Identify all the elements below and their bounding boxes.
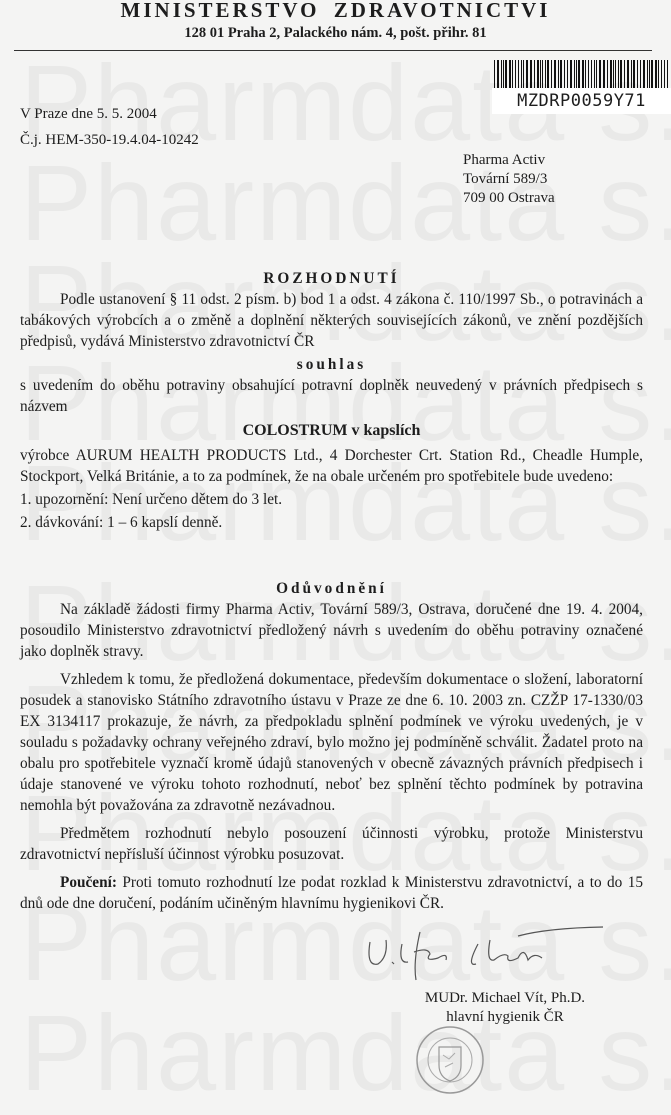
barcode-bar [591, 60, 592, 88]
barcode-bar [637, 60, 638, 88]
barcode-bar [599, 60, 601, 88]
barcode-bar [558, 60, 559, 88]
barcode-bar [545, 60, 546, 88]
barcode-bar [664, 60, 665, 88]
letter-date: V Praze dne 5. 5. 2004 [20, 106, 157, 122]
justification-paragraph: Na základě žádosti firmy Pharma Activ, Tovární 589/3, Ostrava, doručené dne 19. 4. 2004, posoudilo Ministerstvo zdravotnictví předložený návrh s uvedením do oběhu potraviny označené jako doplněk stravy. [20, 601, 643, 660]
barcode-bar [627, 60, 629, 88]
barcode-bar [542, 60, 543, 88]
justification-paragraph: Předmětem rozhodnutí nebylo posouzení účinnosti výrobku, protože Ministerstvu zdravotnictví nepřísluší účinnost výrobku posuzovat. [20, 825, 643, 863]
barcode-bar [649, 60, 650, 88]
barcode-bar [564, 60, 565, 88]
justification-heading: Odůvodnění [276, 580, 387, 597]
justification-paragraph: Vzhledem k tomu, že předložená dokumentace, především dokumentace o složení, laboratorní posudek a stanovisko Státního zdravotního ústavu v Praze ze dne 6. 10. 2003 zn. CZŽP 17-1330/03 EX 3134117 prokazuje, že návrh, za předpokladu splnění podmínek ve výroku uvedených, je v souladu s požadavky ochrany veřejného zdraví, bylo možno jej podmíněně schválit. Žadatel proto na obalu pro spotřebitele vyznačí kromě údajů stanovených v obecně závazných právních předpisech i údaje stanovené ve výroku tohoto rozhodnutí, neboť bez splnění těchto podmínek by potravina nemohla být považována za zdravotně nezávadnou. [20, 671, 643, 814]
barcode-bar [640, 60, 641, 88]
barcode-bar [534, 60, 535, 88]
product-name: COLOSTRUM v kapslích [242, 422, 421, 439]
barcode-bar [576, 60, 577, 88]
barcode-bar [526, 60, 528, 88]
barcode-bar [643, 60, 645, 88]
barcode-bar [610, 60, 612, 88]
barcode-bar [615, 60, 616, 88]
letterhead-divider [14, 50, 652, 51]
barcode-bar [620, 60, 622, 88]
consent-heading: souhlas [296, 356, 367, 373]
recipient-address [463, 151, 555, 208]
barcode-bar [585, 60, 586, 88]
decision-heading: ROZHODNUTÍ [263, 270, 400, 287]
barcode-bar [578, 60, 580, 88]
barcode-bar [554, 60, 556, 88]
recipient-street: Tovární 589/3 [463, 171, 548, 187]
barcode-bar [658, 60, 659, 88]
signatory-title: hlavní hygienik ČR [446, 1009, 564, 1025]
instruction-text: Proti tomuto rozhodnutí lze podat rozklad k Ministerstvu zdravotnictví, a to do 15 dnů ode dne doručení, podáním učiněným hlavnímu hygienikovi ČR. [20, 874, 643, 912]
condition-item: 1. upozornění: Není určeno dětem do 3 let. [20, 491, 283, 508]
barcode-bar [651, 60, 653, 88]
barcode-bar [518, 60, 519, 88]
barcode-bar [505, 60, 507, 88]
barcode-bar [515, 60, 516, 88]
barcode-bar [537, 60, 539, 88]
barcode-bar [613, 60, 614, 88]
decision-intro: Podle ustanovení § 11 odst. 2 písm. b) bod 1 a odst. 4 zákona č. 110/1997 Sb., o potravinách a tabákových výrobcích a o změně a doplnění některých souvisejících zákonů, ve znění pozdějších předpisů, vydává Ministerstvo zdravotnictví ČR [20, 291, 643, 350]
barcode-bar [618, 60, 619, 88]
letterhead-title: MINISTERSTVO ZDRAVOTNICTVI [120, 0, 551, 22]
barcode-number: MZDRP0059Y71 [492, 88, 671, 114]
signatory-name: MUDr. Michael Vít, Ph.D. [424, 990, 586, 1006]
barcode-bar [667, 60, 668, 88]
instruction-label: Poučení: [60, 874, 117, 891]
barcode-bar [596, 60, 597, 88]
barcode-bar [523, 60, 524, 88]
barcode-bar [501, 60, 502, 88]
consent-text: s uvedením do oběhu potraviny obsahující potravní doplněk neuvedený v právních předpisech s názvem [20, 377, 643, 415]
barcode-bar [560, 60, 562, 88]
manufacturer-text: výrobce AURUM HEALTH PRODUCTS Ltd., 4 Dorchester Crt. Station Rd., Cheadle Humple, Stockport, Velká Británie, a to za podmínek, že na obale určeném pro spotřebitele bude uvedeno: [20, 447, 643, 485]
barcode-bar [607, 60, 608, 88]
handwritten-signature [358, 922, 608, 982]
barcode-bar [540, 60, 541, 88]
barcode-bar [551, 60, 552, 88]
decision-section [20, 268, 643, 533]
barcode-bar [647, 60, 648, 88]
reference-number: Č.j. HEM-350-19.4.04-10242 [20, 132, 199, 148]
barcode-icon [492, 60, 671, 88]
barcode-bar [497, 60, 499, 88]
barcode-bar [503, 60, 504, 88]
barcode-bar [582, 60, 584, 88]
official-stamp-icon [415, 1025, 485, 1095]
recipient-name: Pharma Activ [463, 152, 546, 168]
barcode-bar [603, 60, 605, 88]
barcode-bar [624, 60, 625, 88]
barcode-bar [547, 60, 549, 88]
barcode-bar [633, 60, 635, 88]
barcode-bar [661, 60, 662, 88]
barcode-bar [655, 60, 657, 88]
recipient-city: 709 00 Ostrava [463, 190, 555, 206]
justification-section [20, 578, 643, 914]
barcode-bar [574, 60, 575, 88]
barcode-bar [521, 60, 522, 88]
barcode-bar [631, 60, 632, 88]
barcode-bar [588, 60, 589, 88]
barcode-bar [494, 60, 495, 88]
instruction-paragraph [20, 872, 643, 914]
barcode-bar [570, 60, 572, 88]
barcode-bar [530, 60, 532, 88]
signatory-block [385, 989, 625, 1027]
barcode-bar [512, 60, 513, 88]
barcode-bar [594, 60, 595, 88]
condition-item: 2. dávkování: 1 – 6 kapslí denně. [20, 514, 223, 531]
watermark [20, 140, 671, 265]
letterhead-address: 128 01 Praha 2, Palackého nám. 4, pošt. přihr. 81 [184, 25, 487, 41]
barcode-bar [509, 60, 511, 88]
barcode-bar [567, 60, 568, 88]
